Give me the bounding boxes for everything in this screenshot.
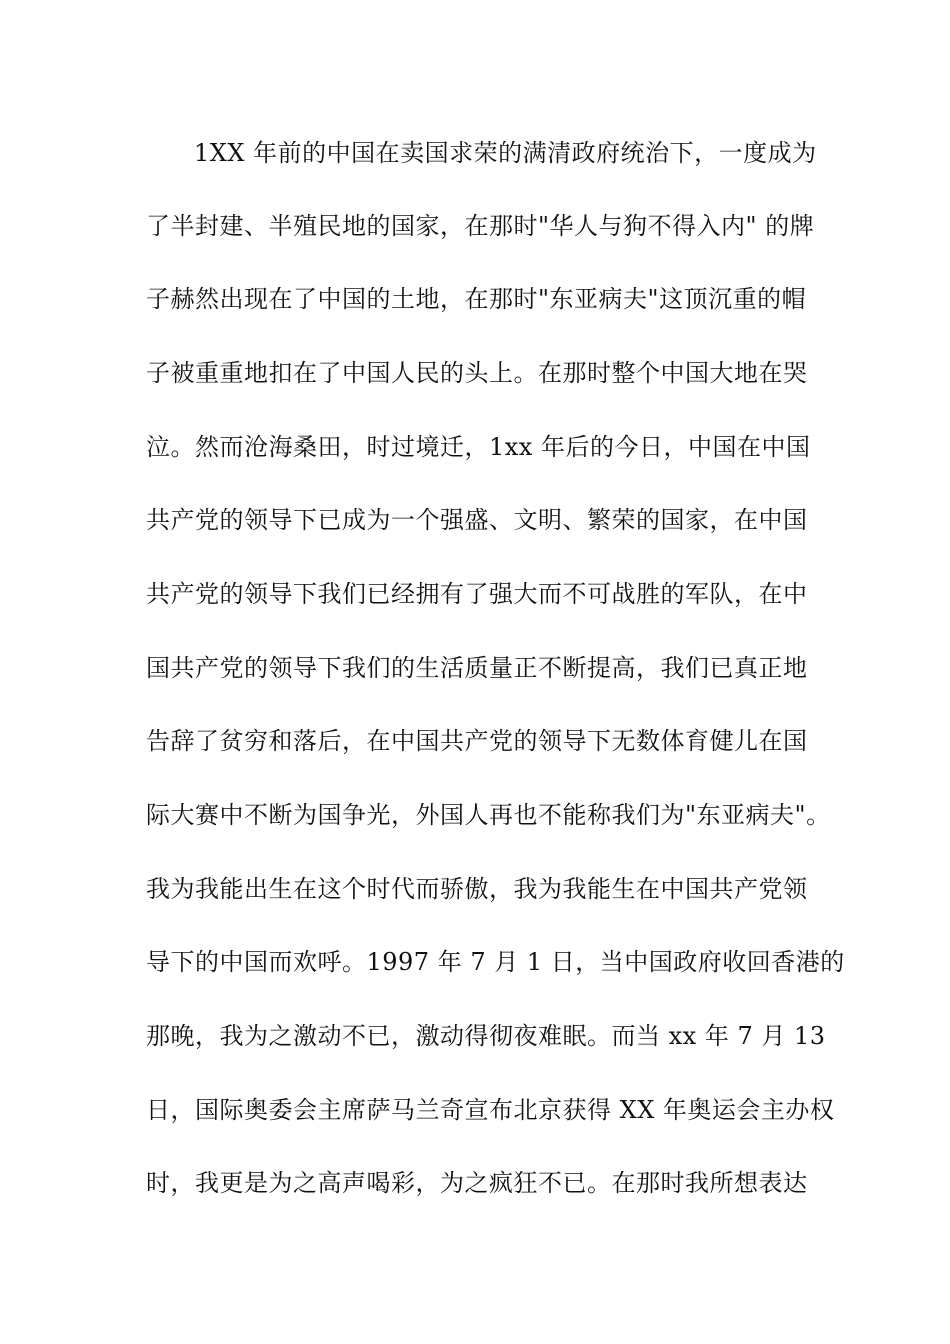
paragraph-line: 告辞了贫穷和落后，在中国共产党的领导下无数体育健儿在国 [146, 727, 808, 755]
paragraph-line: 我为我能出生在这个时代而骄傲，我为我能生在中国共产党领 [146, 875, 808, 903]
paragraph-line: 时，我更是为之高声喝彩，为之疯狂不已。在那时我所想表达 [146, 1169, 808, 1197]
paragraph-line: 共产党的领导下已成为一个强盛、文明、繁荣的国家，在中国 [146, 506, 808, 534]
paragraph-line: 1XX 年前的中国在卖国求荣的满清政府统治下，一度成为 [194, 139, 817, 167]
paragraph-line: 导下的中国而欢呼。1997 年 7 月 1 日，当中国政府收回香港的 [146, 948, 845, 976]
paragraph-line: 泣。然而沧海桑田，时过境迁，1xx 年后的今日，中国在中国 [146, 433, 811, 461]
paragraph-line: 日，国际奥委会主席萨马兰奇宣布北京获得 XX 年奥运会主办权 [146, 1096, 835, 1124]
paragraph-line: 子被重重地扣在了中国人民的头上。在那时整个中国大地在哭 [146, 359, 808, 387]
paragraph-line: 了半封建、半殖民地的国家，在那时"华人与狗不得入内" 的牌 [146, 212, 815, 240]
paragraph-line: 国共产党的领导下我们的生活质量正不断提高，我们已真正地 [146, 654, 808, 682]
paragraph-line: 那晚，我为之激动不已，激动得彻夜难眠。而当 xx 年 7 月 13 [146, 1022, 826, 1050]
paragraph-line: 共产党的领导下我们已经拥有了强大而不可战胜的军队，在中 [146, 580, 808, 608]
paragraph-line: 际大赛中不断为国争光，外国人再也不能称我们为"东亚病夫"。 [146, 801, 831, 829]
paragraph-line: 子赫然出现在了中国的土地，在那时"东亚病夫"这顶沉重的帽 [146, 285, 807, 313]
